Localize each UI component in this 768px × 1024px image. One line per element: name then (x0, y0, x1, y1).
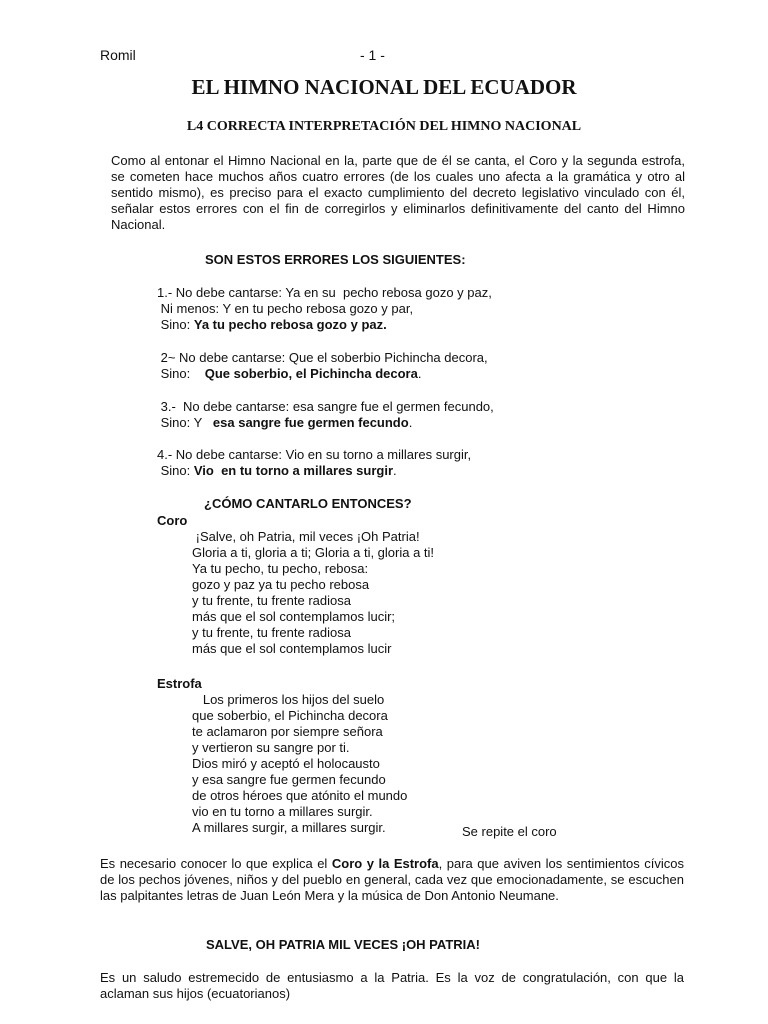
coro-label: Coro (157, 513, 188, 528)
correction-prefix: Sino: Y (157, 415, 213, 430)
verse-line: A millares surgir, a millares surgir. (192, 820, 386, 835)
header-page-number: - 1 - (360, 47, 385, 63)
verse-line: de otros héroes que atónito el mundo (192, 788, 408, 803)
salve-paragraph: Es un saludo estremecido de entusiasmo a la Patria. Es la voz de congratulación, con que la aclaman sus hijos (ecuatorianos) (100, 970, 684, 1001)
correction-suffix: . (417, 366, 422, 381)
error-line: Ni menos: Y en tu pecho rebosa gozo y par, (157, 301, 414, 316)
error-item-2 (157, 350, 488, 382)
error-correction (157, 366, 488, 382)
correction-prefix: Sino: (157, 366, 205, 381)
verse-line: más que el sol contemplamos lucir; (192, 609, 396, 624)
closing-paragraph (100, 856, 684, 904)
correction-suffix: . (408, 415, 413, 430)
correction-suffix: . (393, 463, 397, 478)
error-line: 4.- No debe cantarse: Vio en su torno a millares surgir, (157, 447, 472, 462)
error-item-1 (157, 285, 492, 333)
closing-text-pre: Es necesario conocer lo que explica el (100, 856, 332, 871)
verse-line: Dios miró y aceptó el holocausto (192, 756, 380, 771)
verse-line: y tu frente, tu frente radiosa (192, 593, 351, 608)
verse-line: ¡Salve, oh Patria, mil veces ¡Oh Patria! (192, 529, 420, 544)
error-line: 3.- No debe cantarse: esa sangre fue el germen fecundo, (157, 399, 494, 414)
verse-line: vio en tu torno a millares surgir. (192, 804, 373, 819)
verse-line: te aclamaron por siempre señora (192, 724, 383, 739)
document-subtitle: L4 CORRECTA INTERPRETACIÓN DEL HIMNO NACIONAL (186, 119, 582, 134)
closing-text-post: , para que aviven los sentimientos cívicos de los pechos jóvenes, niños y del pueblo en general, cada vez que emocionadamente, se escuchen las palpitantes letras de Juan León Mera y la música de Don Antonio Neumane. (100, 856, 684, 903)
verse-line: gozo y paz ya tu pecho rebosa (192, 577, 370, 592)
estrofa-verses (192, 692, 407, 836)
closing-text-bold: Coro y la Estrofa (331, 856, 439, 871)
correction-text: Ya tu pecho rebosa gozo y paz. (193, 317, 387, 332)
header-author: Romil (100, 47, 136, 63)
correction-prefix: Sino: (157, 463, 194, 478)
repeat-note: Se repite el coro (462, 824, 557, 839)
verse-line: Ya tu pecho, tu pecho, rebosa: (192, 561, 369, 576)
correction-text: Que soberbio, el Pichincha decora (204, 366, 418, 381)
coro-verses (192, 529, 434, 657)
verse-line: Gloria a ti, gloria a ti; Gloria a ti, gloria a ti! (192, 545, 435, 560)
error-line: 1.- No debe cantarse: Ya en su pecho rebosa gozo y paz, (157, 285, 492, 300)
verse-line: que soberbio, el Pichincha decora (192, 708, 388, 723)
verse-line: y esa sangre fue germen fecundo (192, 772, 386, 787)
error-item-3 (157, 399, 494, 431)
error-line: 2~ No debe cantarse: Que el soberbio Pichincha decora, (157, 350, 488, 365)
document-title: EL HIMNO NACIONAL DEL ECUADOR (191, 75, 577, 99)
how-heading: ¿CÓMO CANTARLO ENTONCES? (204, 496, 412, 511)
correction-text: Vio en tu torno a millares surgir (193, 463, 393, 478)
error-correction (157, 317, 492, 333)
error-correction (157, 415, 494, 431)
intro-paragraph: Como al entonar el Himno Nacional en la, parte que de él se canta, el Coro y la segunda estrofa, se cometen hace muchos años cuatro errores (de los cuales uno afecta a la gramática y otro al sentido mismo), es preciso para el exacto cumplimiento del decreto legislativo vinculado con él, señalar estos errores con el fin de corregirlos y eliminarlos definitivamente del canto del Himno Nacional. (111, 153, 685, 232)
verse-line: y tu frente, tu frente radiosa (192, 625, 351, 640)
estrofa-label: Estrofa (157, 676, 202, 691)
correction-prefix: Sino: (157, 317, 194, 332)
correction-text: esa sangre fue germen fecundo (212, 415, 409, 430)
salve-heading: SALVE, OH PATRIA MIL VECES ¡OH PATRIA! (206, 937, 480, 952)
verse-line: Los primeros los hijos del suelo (192, 692, 385, 707)
error-item-4 (157, 447, 471, 479)
verse-line: y vertieron su sangre por ti. (192, 740, 350, 755)
errors-heading: SON ESTOS ERRORES LOS SIGUIENTES: (205, 252, 466, 267)
verse-line: más que el sol contemplamos lucir (192, 641, 392, 656)
error-correction (157, 463, 471, 479)
